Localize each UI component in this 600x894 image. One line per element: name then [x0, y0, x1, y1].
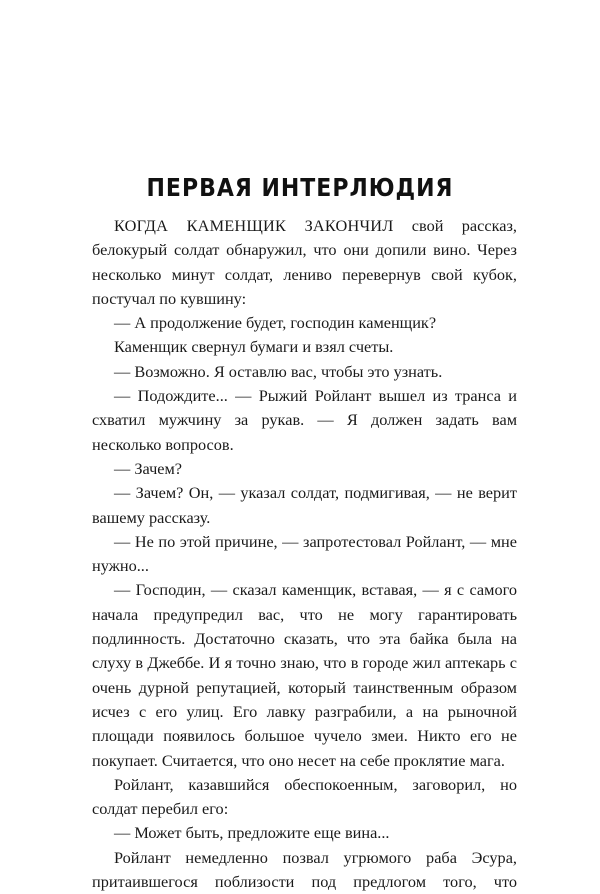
paragraph: — Зачем? Он, — указал солдат, подмигивая, — не верит вашему рассказу.	[92, 483, 517, 527]
paragraph-text: свой рассказ, белокурый солдат обнаружил, что они допили вино. Через несколько минут солдат, лениво перевернув свой кубок, постучал по кувшину:	[92, 216, 518, 308]
chapter-title: ПЕРВАЯ ИНТЕРЛЮДИЯ	[146, 174, 454, 203]
paragraph: — А продолжение будет, господин каменщик?	[114, 313, 437, 333]
paragraph: — Возможно. Я оставлю вас, чтобы это узнать.	[114, 361, 443, 381]
paragraph: — Не по этой причине, — запротестовал Ройлант, — мне нужно...	[92, 531, 517, 576]
paragraph: Ройлант немедленно позвал угрюмого раба Эсура, притаившегося поблизости под предлогом того, что	[92, 847, 517, 892]
paragraph: Ройлант, казавшийся обеспокоенным, заговорил, но солдат перебил его:	[92, 774, 517, 819]
paragraph: — Подождите... — Рыжий Ройлант вышел из транса и схватил мужчину за рукав. — Я должен задать вам несколько вопросов.	[92, 386, 517, 454]
paragraph: — Господин, — сказал каменщик, вставая, — я с самого начала предупредил вас, что не могу гарантировать подлинность. Достаточно сказать, что эта байка была на слуху в Джеббе. И я точно знаю, что в городе жил аптекарь с очень дурной репутацией, который таинственным образом исчез с его улиц. Его лавку разграбили, а на рыночной площади появилось большое чучело змеи. Никто его не покупает. Считается, что оно несет на себе проклятие мага.	[92, 580, 517, 770]
paragraph	[92, 214, 517, 311]
paragraph-lead: КОГДА КАМЕНЩИК ЗАКОНЧИЛ	[114, 216, 394, 235]
paragraph: — Может быть, предложите еще вина...	[114, 823, 390, 843]
paragraph: Каменщик свернул бумаги и взял счеты.	[114, 337, 394, 357]
body-text	[92, 214, 517, 894]
paragraph: — Зачем?	[114, 458, 183, 478]
